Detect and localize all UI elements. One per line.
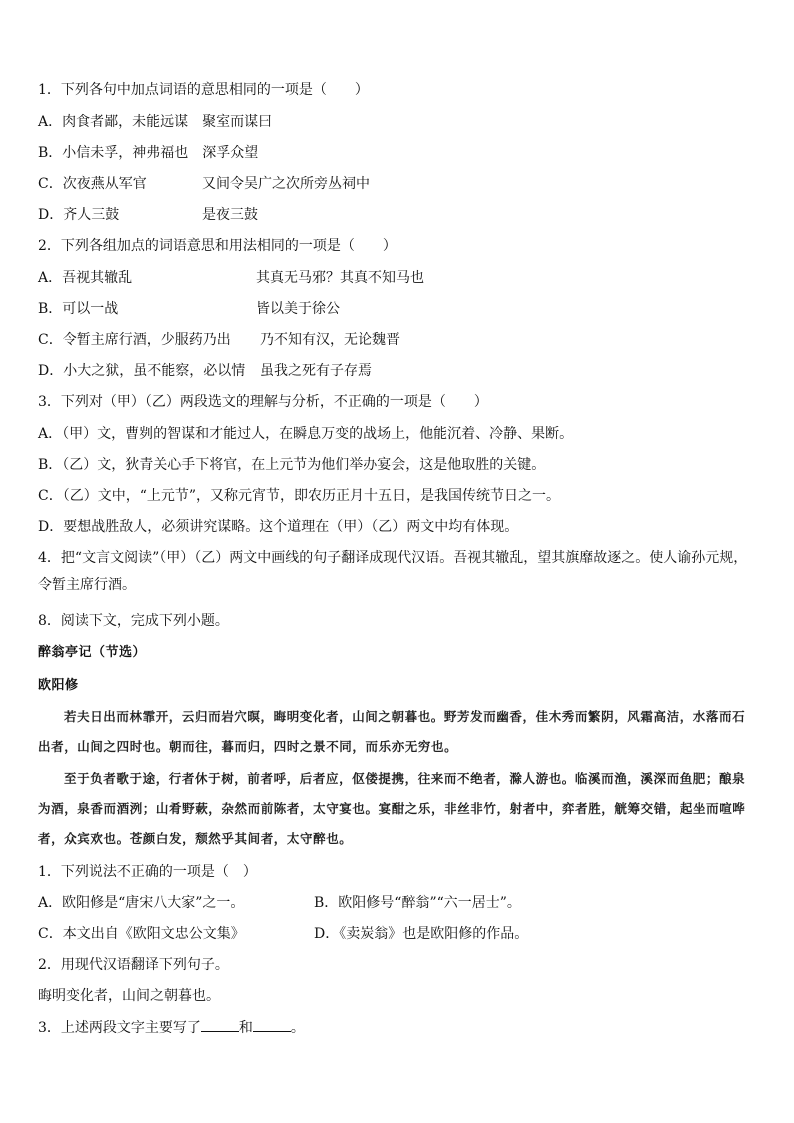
answer-blank-1[interactable] bbox=[201, 1017, 239, 1032]
q1-option-d-right: 是夜三鼓 bbox=[202, 207, 258, 223]
sub1-stem: 1．下列说法不正确的一项是（ ） bbox=[38, 864, 257, 880]
q2-option-c-right: 乃不知有汉，无论魏晋 bbox=[260, 332, 400, 348]
q8-stem: 8．阅读下文，完成下列小题。 bbox=[38, 613, 229, 629]
q2-option-d-left: D．小大之狱，虽不能察，必以情 bbox=[38, 363, 246, 379]
q1-option-b-left: B．小信未孚，神弗福也 bbox=[38, 145, 189, 161]
q2-option-b-left: B．可以一战 bbox=[38, 301, 119, 317]
q3-option-d: D．要想战胜敌人，必须讲究谋略。这个道理在（甲）（乙）两文中均有体现。 bbox=[38, 519, 519, 535]
q3-stem: 3．下列对（甲）（乙）两段选文的理解与分析，不正确的一项是（ ） bbox=[38, 394, 488, 410]
q2-option-a bbox=[38, 268, 638, 288]
q1-option-c-right: 又间令吴广之次所旁丛祠中 bbox=[202, 176, 370, 192]
passage-paragraph-1: 若夫日出而林霏开，云归而岩穴暝，晦明变化者，山间之朝暮也。野芳发而幽香，佳木秀而繁阴，风霜高洁，水落而石出者，山间之四时也。朝而往，暮而归，四时之景不同，而乐亦无穷也。 bbox=[38, 709, 746, 754]
q4-text: 4．把“文言文阅读”（甲）（乙）两文中画线的句子翻译成现代汉语。吾视其辙乱，望其旗靡故逐之。使人谕孙元规，令暂主席行酒。 bbox=[38, 550, 748, 593]
sub2-stem: 2．用现代汉语翻译下列句子。 bbox=[38, 957, 229, 973]
q3-option-b: B．（乙）文，狄青关心手下将官，在上元节为他们举办宴会，这是他取胜的关键。 bbox=[38, 457, 546, 473]
q1-option-b-right: 深孚众望 bbox=[202, 145, 259, 161]
sub1-row-2 bbox=[38, 924, 738, 944]
sub1-option-a: A．欧阳修是“唐宋八大家”之一。 bbox=[38, 895, 245, 911]
sub3-suffix: 。 bbox=[290, 1020, 305, 1036]
sub3-stem bbox=[38, 1017, 305, 1038]
q1-stem: 1．下列各句中加点词语的意思相同的一项是（ ） bbox=[38, 82, 369, 98]
q3-option-c: C．（乙）文中，“上元节”，又称元宵节，即农历正月十五日，是我国传统节日之一。 bbox=[38, 488, 561, 504]
q1-option-d bbox=[38, 205, 638, 225]
passage-author: 欧阳修 bbox=[38, 678, 79, 693]
q1-option-b bbox=[38, 143, 258, 163]
sub1-option-b: B．欧阳修号“醉翁”“六一居士”。 bbox=[314, 895, 521, 911]
passage-title: 醉翁亭记（节选） bbox=[38, 645, 147, 660]
answer-blank-2[interactable] bbox=[253, 1017, 291, 1032]
q2-stem: 2．下列各组加点的词语意思和用法相同的一项是（ ） bbox=[38, 238, 397, 254]
q2-option-d bbox=[38, 361, 638, 381]
sub3-mid: 和 bbox=[238, 1020, 253, 1036]
q2-option-a-left: A．吾视其辙乱 bbox=[38, 270, 133, 286]
sub1-option-d: D．《卖炭翁》也是欧阳修的作品。 bbox=[314, 926, 529, 942]
q2-option-a-right: 其真无马邪？其真不知马也 bbox=[256, 270, 424, 286]
q1-option-c bbox=[38, 174, 638, 194]
q3-option-a: A．（甲）文，曹刿的智谋和才能过人，在瞬息万变的战场上，他能沉着、冷静、果断。 bbox=[38, 426, 574, 442]
q1-option-d-left: D．齐人三鼓 bbox=[38, 207, 120, 223]
q1-option-c-left: C．次夜燕从军官 bbox=[38, 176, 147, 192]
sub1-row-1 bbox=[38, 893, 738, 913]
q2-option-c bbox=[38, 330, 638, 350]
sub1-option-c: C．本文出自《欧阳文忠公文集》 bbox=[38, 926, 245, 942]
q2-option-d-right: 虽我之死有子存焉 bbox=[260, 363, 372, 379]
sub3-prefix: 3．上述两段文字主要写了 bbox=[38, 1020, 201, 1036]
q1-option-a-left: A．肉食者鄙，未能远谋 bbox=[38, 114, 189, 130]
q2-option-c-left: C．令暂主席行酒，少服药乃出 bbox=[38, 332, 231, 348]
q1-option-a bbox=[38, 112, 272, 132]
passage-paragraph-2: 至于负者歌于途，行者休于树，前者呼，后者应，伛偻提携，往来而不绝者，滁人游也。临溪而渔，溪深而鱼肥；酿泉为酒，泉香而酒洌；山肴野蔌，杂然而前陈者，太守宴也。宴酣之乐，非丝非竹，射者中，弈者胜，觥筹交错，起坐而喧哗者，众宾欢也。苍颜白发，颓然乎其间者，太守醉也。 bbox=[38, 771, 746, 846]
q1-option-a-right: 聚室而谋曰 bbox=[202, 114, 273, 130]
q2-option-b bbox=[38, 299, 638, 319]
sub2-sentence: 晦明变化者，山间之朝暮也。 bbox=[38, 988, 220, 1004]
q2-option-b-right: 皆以美于徐公 bbox=[256, 301, 340, 317]
